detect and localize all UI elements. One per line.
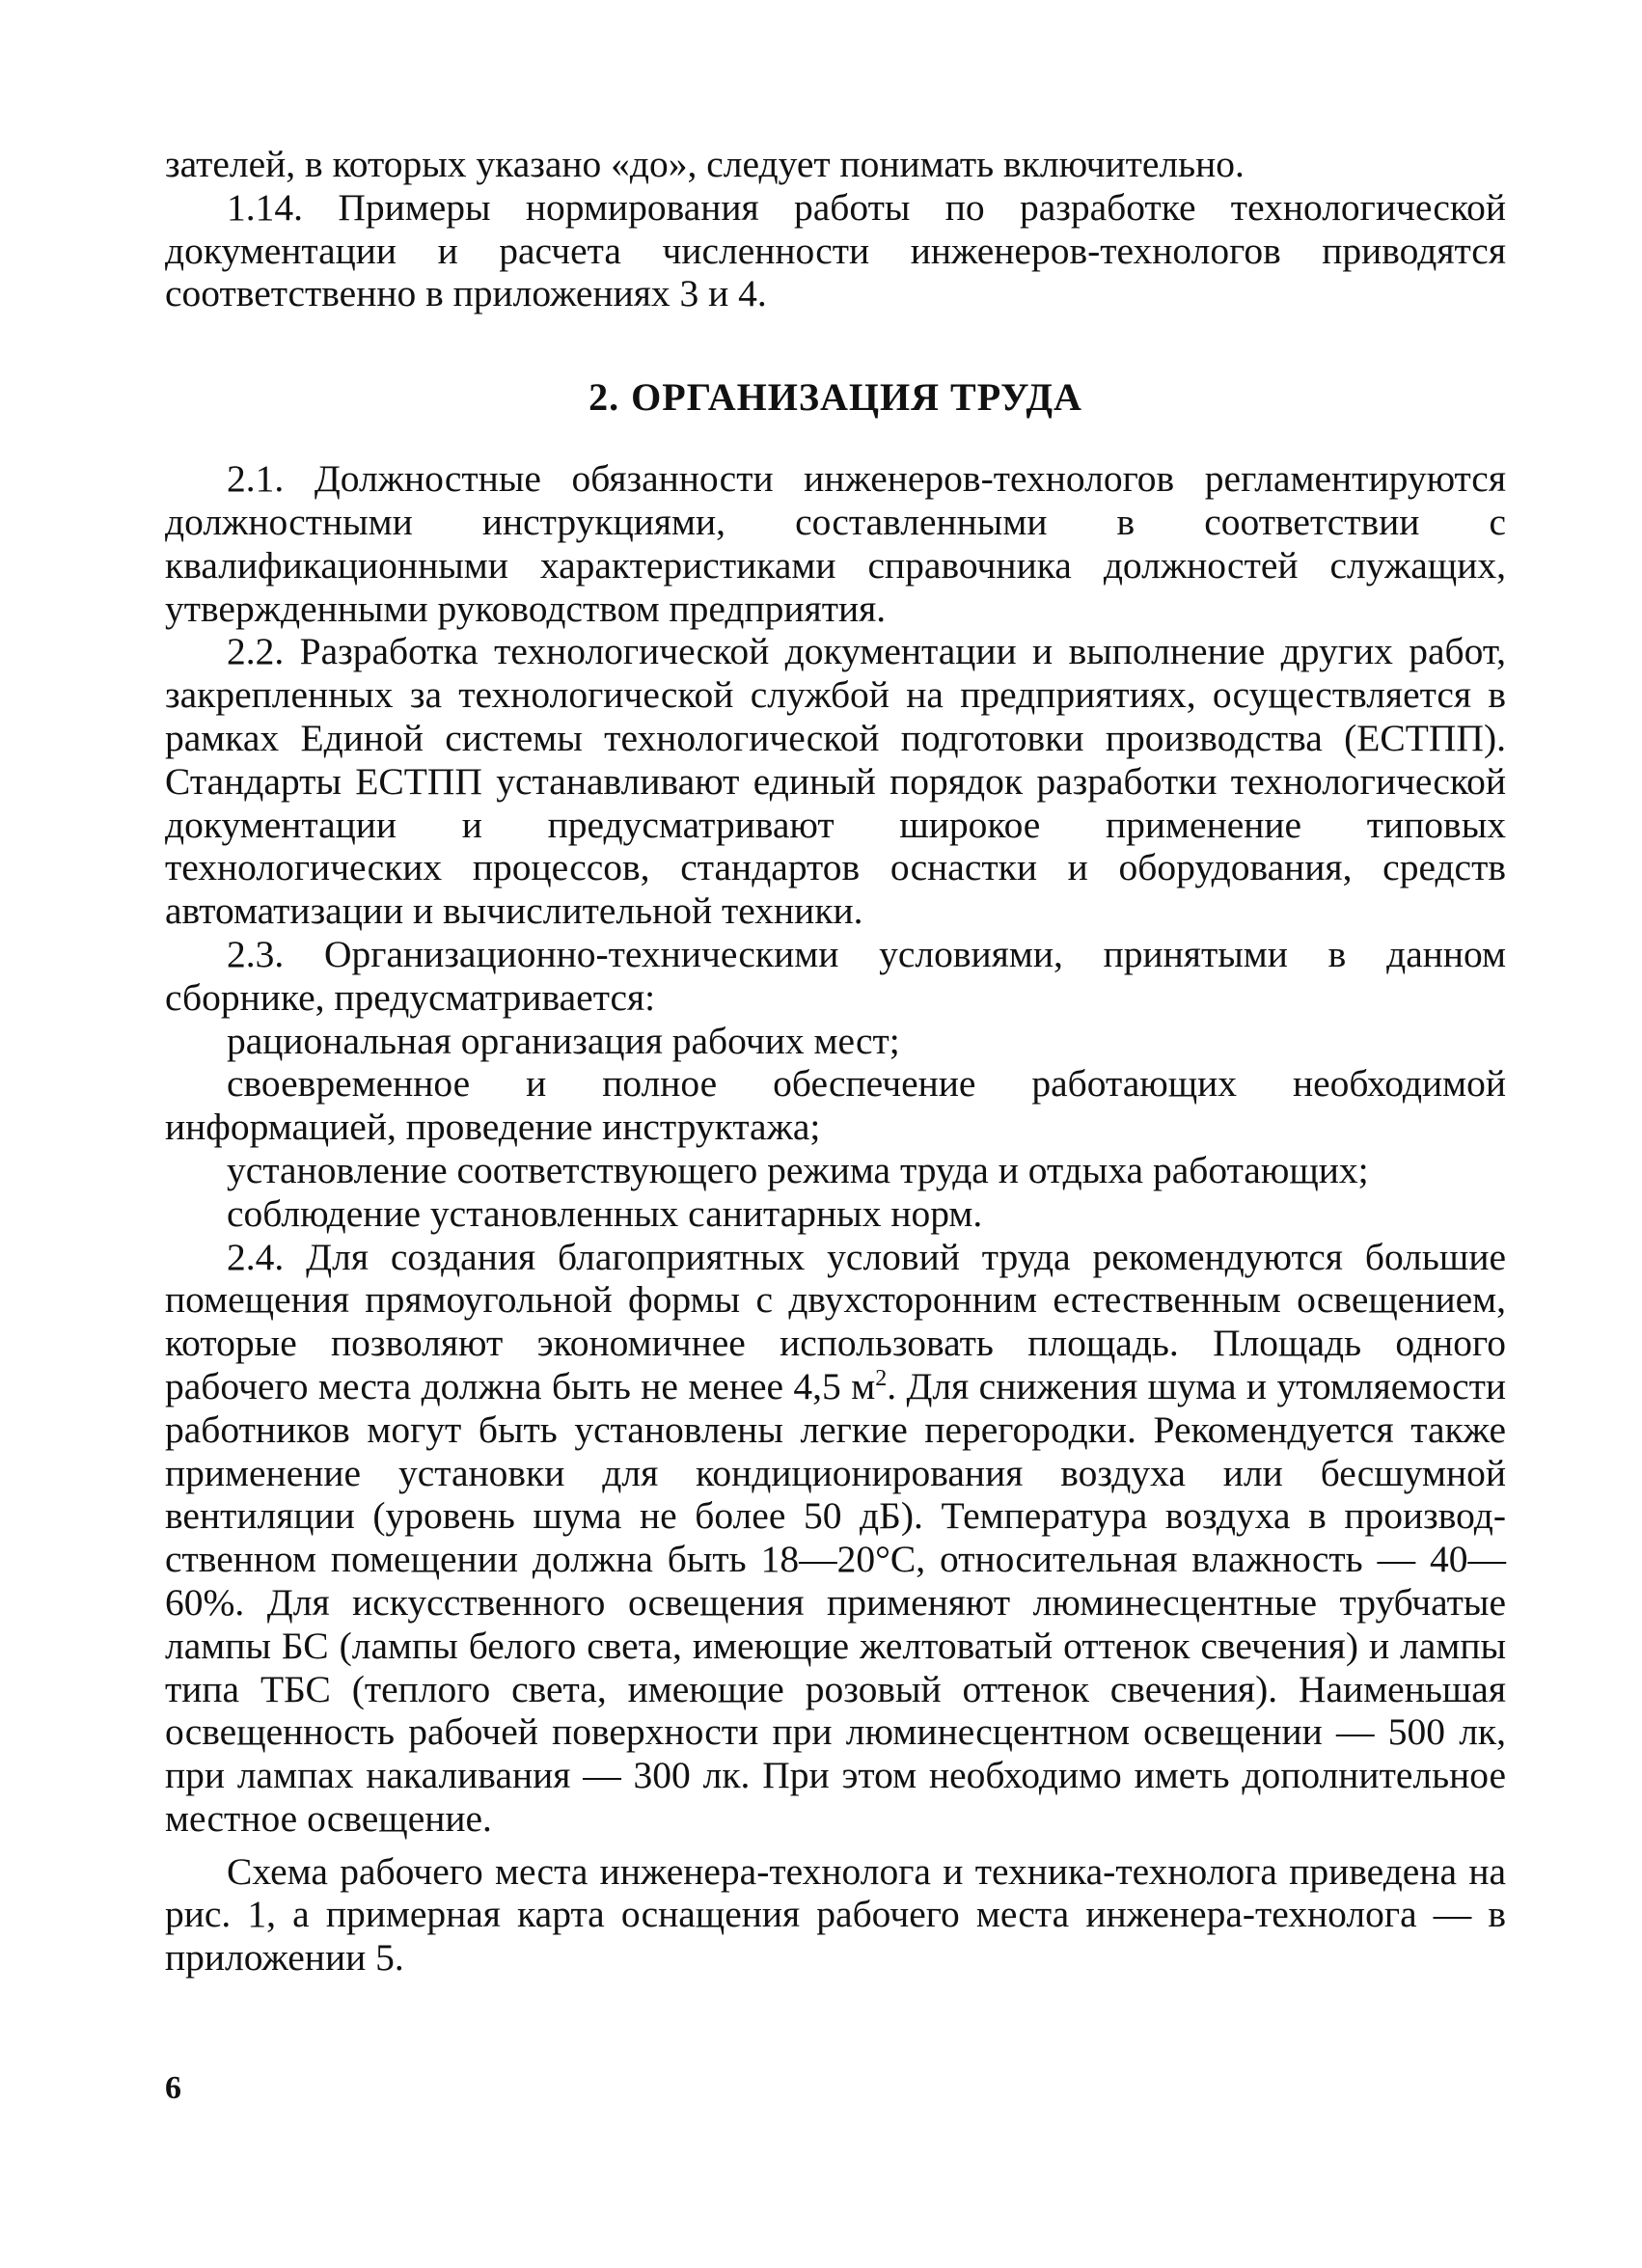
section-title: ОРГАНИЗАЦИЯ ТРУДА (631, 375, 1082, 420)
list-item: своевременное и полное обеспечение работающих необходимой информацией, проведение инструктажа; (165, 1062, 1506, 1149)
paragraph-2-1: 2.1. Должностные обязанности инженеров-технологов регламентируются должностными инструкциями, составленными в соответствии с квалификационными характеристиками справочника должностей служащих, утвержденными руководством предприятия. (165, 457, 1506, 630)
paragraph-2-2: 2.2. Разработка технологической документации и выполнение других работ, закрепленных за технологической службой на предприятиях, осуществляется в рамках Единой системы технологической подготовки производства (ЕСТПП). Стандарты ЕСТПП устанавливают единый порядок разработки технологической документации и предусматривают широкое применение типовых технологических процессов, стандартов оснастки и оборудования, средств автоматизации и вычислительной техники. (165, 630, 1506, 933)
paragraph-2-3: 2.3. Организационно-техническими условиями, принятыми в данном сборнике, предусматривается: (165, 932, 1506, 1019)
section-number: 2. (588, 375, 620, 420)
page-number: 6 (165, 2070, 181, 2106)
paragraph-scheme: Схема рабочего места инженера-технолога и техника-технолога приведена на рис. 1, а примерная карта оснащения рабочего места инженера-технолога — в приложении 5. (165, 1849, 1506, 1980)
document-page (165, 143, 1506, 1980)
list-item: установление соответствующего режима труда и отдыха работающих; (227, 1148, 1369, 1191)
paragraph-2-4-text-a: 2.4. Для создания благоприятных условий труда рекомендуются большие помещения прямоугольной формы с двухсторонним естественным освещением, которые позволяют экономичнее использовать площадь. Площадь одного рабочего места должна быть не менее 4,5 м (165, 1235, 1506, 1407)
list-item: соблюдение установленных санитарных норм. (227, 1191, 983, 1235)
section-heading (165, 376, 1506, 419)
paragraph-1-14: 1.14. Примеры нормирования работы по разработке технологической документации и расчета численности инженеров-технологов приводятся соответственно в приложениях 3 и 4. (165, 185, 1506, 315)
paragraph-2-4 (165, 1236, 1506, 1841)
paragraph-2-4-text-b: . Для снижения шума и утомляемости работников могут быть установлены легкие перегородки. Рекомендуется также применение установки для кондиционирования воздуха или бесшумной вентиляции (уровень шума не более 50 дБ). Температура воздуха в производственном помещении должна быть 18—20°С, относительная влажность — 40—60%. Для искусственного освещения применяют люминесцентные трубчатые лампы БС (лампы белого света, имеющие желтоватый оттенок свечения) и лампы типа ТБС (теплого света, имеющие розовый оттенок свечения). Наименьшая освещенность рабочей поверхности при люминесцентном освещении — 500 лк, при лампах накаливания — 300 лк. При этом необходимо иметь дополнительное местное освещение. (165, 1364, 1507, 1840)
list-item: рациональная организация рабочих мест; (227, 1019, 900, 1062)
paragraph-intro-tail: зателей, в которых указано «до», следует понимать включительно. (165, 143, 1245, 185)
superscript-square: 2 (875, 1365, 888, 1391)
